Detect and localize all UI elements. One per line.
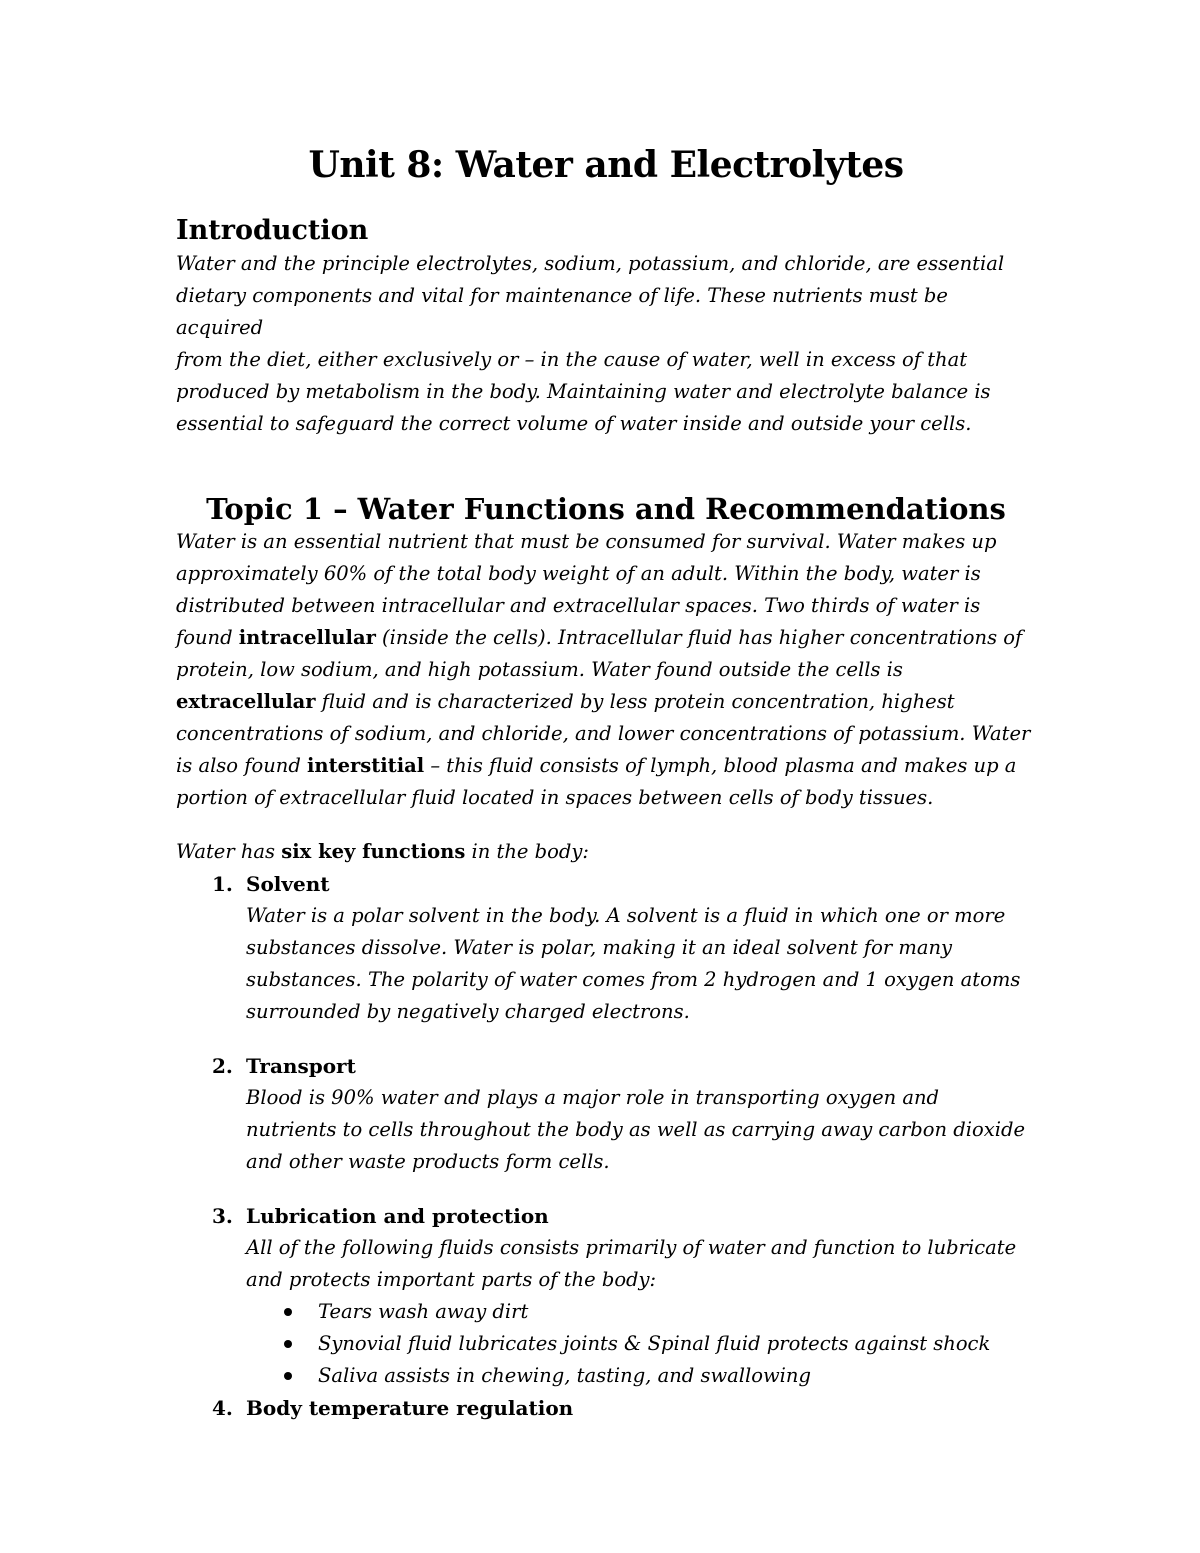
introduction-paragraph <box>176 248 1036 440</box>
function-line: substances dissolve. Water is polar, making it an ideal solvent for many <box>246 936 953 959</box>
topic-1-section <box>176 492 1036 1424</box>
topic-1-heading: Topic 1 – Water Functions and Recommendations <box>206 492 1006 526</box>
function-title: Transport <box>246 1054 356 1078</box>
function-title: Body temperature regulation <box>246 1396 574 1420</box>
list-number: 4. <box>212 1396 233 1420</box>
topic-line <box>176 686 1036 718</box>
function-line: Blood is 90% water and plays a major role in transporting oxygen and <box>246 1086 940 1109</box>
term-interstitial: interstitial <box>307 754 425 777</box>
bullet-text: Saliva assists in chewing, tasting, and swallowing <box>318 1364 811 1387</box>
text-run: (inside the cells). Intracellular fluid has higher concentrations of <box>375 626 1023 649</box>
text-run: – this fluid consists of lymph, blood plasma and makes up a <box>424 754 1017 777</box>
topic-line <box>176 750 1036 782</box>
six-key-functions: six key functions <box>281 840 466 863</box>
function-title: Solvent <box>246 872 330 896</box>
bullet-icon <box>284 1308 292 1316</box>
function-line: nutrients to cells throughout the body as well as carrying away carbon dioxide <box>246 1118 1025 1141</box>
intro-line: from the diet, either exclusively or – in the cause of water, well in excess of that <box>176 348 968 371</box>
topic-line: portion of extracellular fluid located in spaces between cells of body tissues. <box>176 786 934 809</box>
bullet-text: Tears wash away dirt <box>318 1300 529 1323</box>
function-item-transport <box>176 1050 1036 1178</box>
term-intracellular: intracellular <box>238 626 376 649</box>
function-title: Lubrication and protection <box>246 1204 549 1228</box>
function-item-lubrication <box>176 1200 1036 1392</box>
function-line: and protects important parts of the body: <box>246 1268 657 1291</box>
page-title: Unit 8: Water and Electrolytes <box>308 144 904 186</box>
topic-line: Water is an essential nutrient that must be consumed for survival. Water makes up <box>176 530 997 553</box>
function-line: and other waste products form cells. <box>246 1150 610 1173</box>
intro-line: essential to safeguard the correct volume of water inside and outside your cells. <box>176 412 972 435</box>
topic-line: distributed between intracellular and extracellular spaces. Two thirds of water is <box>176 594 981 617</box>
introduction-heading: Introduction <box>176 215 369 246</box>
text-run: in the body: <box>465 840 589 863</box>
bullet-list <box>246 1296 1036 1392</box>
bullet-icon <box>284 1372 292 1380</box>
bullet-item <box>176 1360 1036 1392</box>
functions-list <box>176 868 1036 1424</box>
list-number: 2. <box>212 1054 233 1078</box>
topic-line: concentrations of sodium, and chloride, and lower concentrations of potassium. Water <box>176 722 1031 745</box>
text-run: fluid and is characterized by less protein concentration, highest <box>315 690 955 713</box>
list-number: 1. <box>212 872 233 896</box>
function-item-temperature <box>176 1392 1036 1424</box>
term-extracellular: extracellular <box>176 690 316 713</box>
text-run: is also found <box>176 754 308 777</box>
bullet-item <box>176 1296 1036 1328</box>
intro-line: Water and the principle electrolytes, sodium, potassium, and chloride, are essential <box>176 252 1005 275</box>
bullet-icon <box>284 1340 292 1348</box>
function-item-solvent <box>176 868 1036 1028</box>
function-line: substances. The polarity of water comes from 2 hydrogen and 1 oxygen atoms <box>246 968 1021 991</box>
topic-line: protein, low sodium, and high potassium. Water found outside the cells is <box>176 658 903 681</box>
topic-line <box>176 622 1036 654</box>
bullet-item <box>176 1328 1036 1360</box>
document-page <box>176 140 1036 1424</box>
function-line: surrounded by negatively charged electrons. <box>246 1000 690 1023</box>
function-line: Water is a polar solvent in the body. A solvent is a fluid in which one or more <box>246 904 1006 927</box>
functions-lead <box>176 836 1036 868</box>
text-run: Water has <box>176 840 282 863</box>
intro-line: produced by metabolism in the body. Maintaining water and electrolyte balance is <box>176 380 991 403</box>
intro-line: dietary components and vital for maintenance of life. These nutrients must be acquired <box>176 284 948 339</box>
bullet-text: Synovial fluid lubricates joints & Spinal fluid protects against shock <box>318 1332 991 1355</box>
function-line: All of the following fluids consists primarily of water and function to lubricate <box>246 1236 1017 1259</box>
topic-line: approximately 60% of the total body weight of an adult. Within the body, water is <box>176 562 981 585</box>
list-number: 3. <box>212 1204 233 1228</box>
text-run: found <box>176 626 239 649</box>
topic-1-paragraph <box>176 526 1036 814</box>
